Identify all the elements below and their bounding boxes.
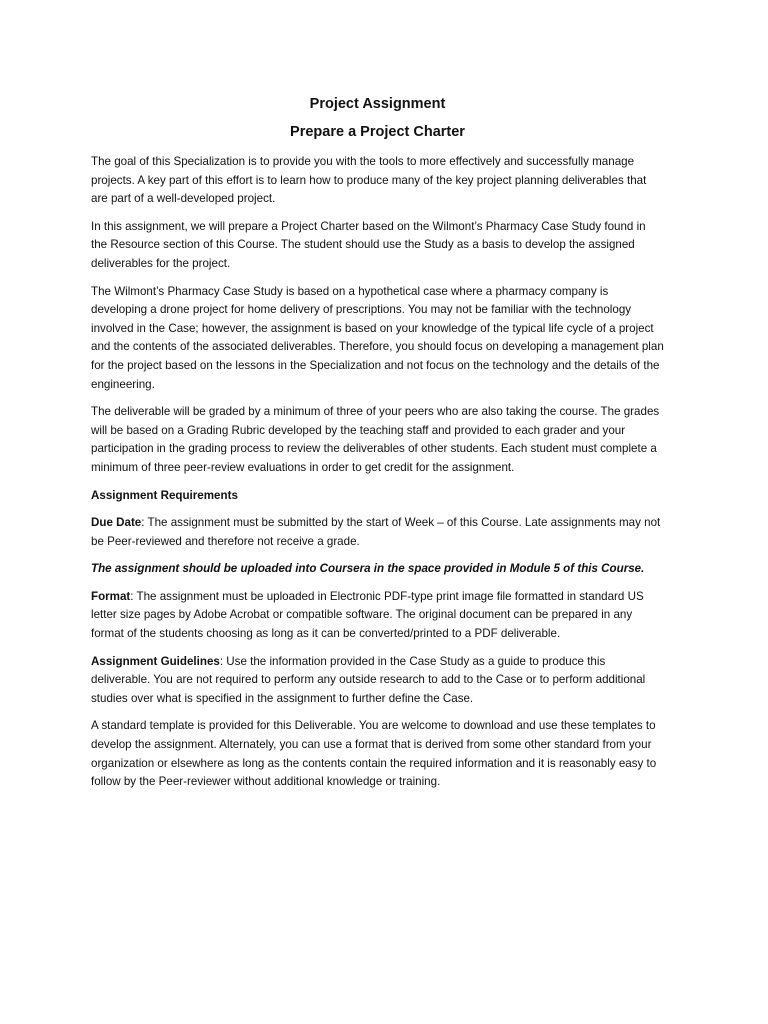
paragraph-due-date: [91, 514, 664, 551]
due-date-text: : The assignment must be submitted by the start of Week – of this Course. Late assignments may not be Peer-reviewed and therefore not receive a grade.: [91, 516, 661, 548]
due-date-label: Due Date: [91, 516, 142, 530]
guidelines-text: : Use the information provided in the Case Study as a guide to produce this deliverable. You are not required to perform any outside research to add to the Case or to perform additional studies over what is specified in the assignment to further define the Case.: [91, 654, 646, 705]
paragraph-case-study: The Wilmont’s Pharmacy Case Study is based on a hypothetical case where a pharmacy company is developing a drone project for home delivery of prescriptions. You may not be familiar with the technology involved in the Case; however, the assignment is based on your knowledge of the typical life cycle of a project and the contents of the associated deliverables. Therefore, you should focus on developing a management plan for the project based on the lessons in the Specialization and not focus on the technology and the details of the engineering.: [91, 284, 664, 391]
upload-notice: The assignment should be uploaded into Coursera in the space provided in Module 5 of this Course.: [91, 562, 645, 576]
paragraph-goal: The goal of this Specialization is to provide you with the tools to more effectively and successfully manage projects. A key part of this effort is to learn how to produce many of the key project planning deliverables that are part of a well-developed project.: [91, 155, 647, 206]
paragraph-assignment: In this assignment, we will prepare a Project Charter based on the Wilmont’s Pharmacy Case Study found in the Resource section of this Course. The student should use the Study as a basis to develop the assigned deliverables for the project.: [91, 219, 646, 270]
paragraph-format: [91, 588, 664, 644]
paragraph-template: A standard template is provided for this Deliverable. You are welcome to download and use these templates to develop the assignment. Alternately, you can use a format that is derived from some other standard from your organization or elsewhere as long as the contents contain the required information and it is reasonably easy to follow by the Peer-reviewer without additional knowledge or training.: [91, 719, 657, 789]
document-title: Project Assignment: [309, 96, 446, 112]
format-label: Format: [91, 589, 131, 603]
guidelines-label: Assignment Guidelines: [91, 654, 220, 668]
requirements-heading: Assignment Requirements: [91, 488, 238, 502]
format-text: : The assignment must be uploaded in Electronic PDF-type print image file formatted in standard US letter size pages by Adobe Acrobat or compatible software. The original document can be prepared in any format of the students choosing as long as it can be converted/printed to a PDF deliverable.: [91, 589, 644, 641]
paragraph-guidelines: [91, 653, 664, 709]
paragraph-grading: The deliverable will be graded by a minimum of three of your peers who are also taking the course. The grades will be based on a Grading Rubric developed by the teaching staff and provided to each grader and your participation in the grading process to review the deliverables of other students. Each student must complete a minimum of three peer-review evaluations in order to get credit for the assignment.: [91, 405, 660, 474]
document-subtitle: Prepare a Project Charter: [290, 124, 465, 140]
